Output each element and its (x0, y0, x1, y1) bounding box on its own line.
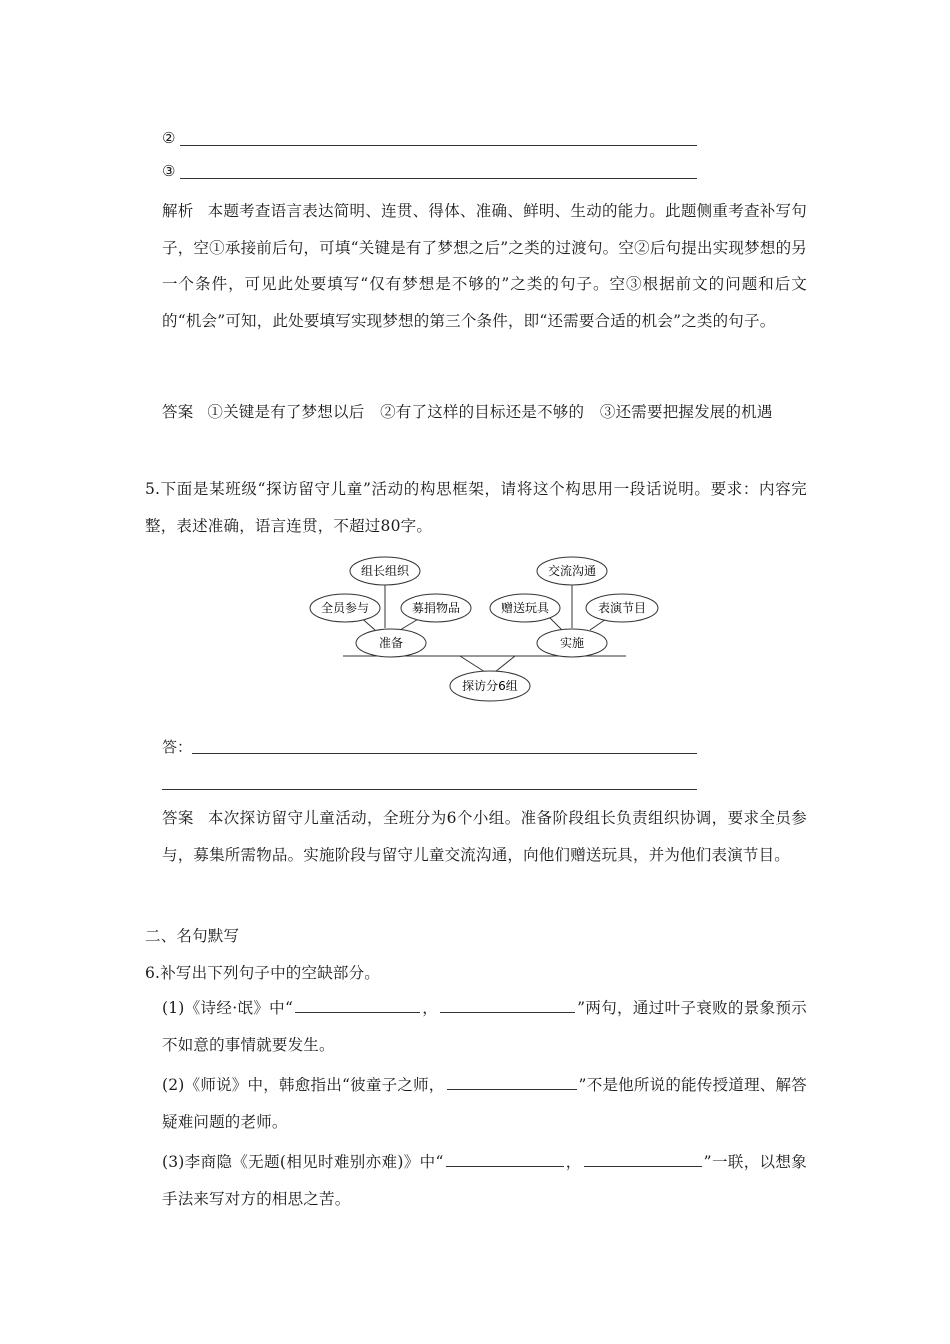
node-communicate (537, 557, 607, 585)
blank-2-label: ② (162, 129, 176, 147)
analysis-label: 解析 (162, 202, 194, 220)
q6-item-1-blank-1[interactable] (295, 998, 420, 1013)
answer-line-2[interactable] (162, 789, 697, 790)
node-all-participate-label: 全员参与 (320, 601, 370, 615)
node-donate-items-label: 募捐物品 (411, 601, 461, 615)
q6-item-1-part-c: ”两句，通过叶子衰败的景象预示不如意的事情就要发生。 (162, 999, 807, 1054)
answer-line-1[interactable] (192, 753, 697, 754)
q6-item-2-part-b: ”不是他所说的能传授道理、解答疑难问题的老师。 (162, 1076, 807, 1131)
answer-4-label: 答案 (162, 403, 194, 421)
concept-diagram (300, 550, 647, 710)
q6-item-3-part-a: (3)李商隐《无题(相见时难别亦难)》中“ (162, 1153, 444, 1171)
answer-5-text: 本次探访留守儿童活动，全班分为6个小组。准备阶段组长负责组织协调，要求全员参与，募集所需物品。实施阶段与留守儿童交流沟通，向他们赠送玩具，并为他们表演节目。 (162, 809, 807, 864)
q6-item-3-blank-2[interactable] (584, 1152, 702, 1167)
node-implement (537, 629, 607, 657)
node-root-label: 探访分6组 (462, 679, 518, 693)
q6-item-1-part-b: ， (422, 999, 439, 1017)
q6-item-1 (162, 990, 807, 1063)
answer-5-paragraph (162, 800, 807, 873)
answer-5-label: 答案 (162, 809, 194, 827)
q6-item-3 (162, 1144, 807, 1217)
q6-item-1-part-a: (1)《诗经·氓》中“ (162, 999, 294, 1017)
node-give-toys (490, 594, 560, 622)
node-performance-label: 表演节目 (597, 601, 647, 615)
section-2-title: 二、名句默写 (145, 927, 240, 945)
blank-3-line[interactable] (180, 178, 697, 179)
q6-item-3-part-c: ”一联，以想象手法来写对方的相思之苦。 (162, 1153, 807, 1208)
question-5: 5.下面是某班级“探访留守儿童”活动的构思框架，请将这个构思用一段话说明。要求：内容完整，表述准确，语言连贯，不超过80字。 (145, 480, 807, 535)
answer-4-paragraph (162, 394, 807, 431)
question-6-title: 6.补写出下列句子中的空缺部分。 (145, 964, 380, 982)
q6-item-1-blank-2[interactable] (440, 998, 575, 1013)
q6-item-2-blank-1[interactable] (447, 1075, 577, 1090)
node-prepare (356, 629, 426, 657)
analysis-paragraph (162, 193, 807, 339)
q6-item-3-blank-1[interactable] (446, 1152, 564, 1167)
node-prepare-label: 准备 (378, 636, 404, 650)
blank-2-line[interactable] (180, 145, 697, 146)
node-give-toys-label: 赠送玩具 (500, 601, 550, 615)
q6-item-2 (162, 1067, 807, 1140)
node-organize (350, 557, 420, 585)
node-root (450, 671, 530, 701)
q6-item-2-part-a: (2)《师说》中，韩愈指出“彼童子之师， (162, 1076, 445, 1094)
node-donate-items (401, 594, 471, 622)
analysis-text: 本题考查语言表达简明、连贯、得体、准确、鲜明、生动的能力。此题侧重考查补写句子，空①承接前后句，可填“关键是有了梦想之后”之类的过渡句。空②后句提出实现梦想的另一个条件，可见此处要填写“仅有梦想是不够的”之类的句子。空③根据前文的问题和后文的“机会”可知，此处要填写实现梦想的第三个条件，即“还需要合适的机会”之类的句子。 (162, 202, 807, 330)
node-organize-label: 组长组织 (360, 564, 410, 578)
blank-3-label: ③ (162, 162, 176, 180)
node-implement-label: 实施 (559, 636, 585, 650)
node-performance (586, 594, 658, 622)
answer-prompt: 答： (162, 738, 193, 756)
answer-4-text: ①关键是有了梦想以后 ②有了这样的目标还是不够的 ③还需要把握发展的机遇 (207, 403, 773, 421)
q6-item-3-part-b: ， (565, 1153, 582, 1171)
node-communicate-label: 交流沟通 (547, 564, 597, 578)
node-all-participate (310, 594, 380, 622)
